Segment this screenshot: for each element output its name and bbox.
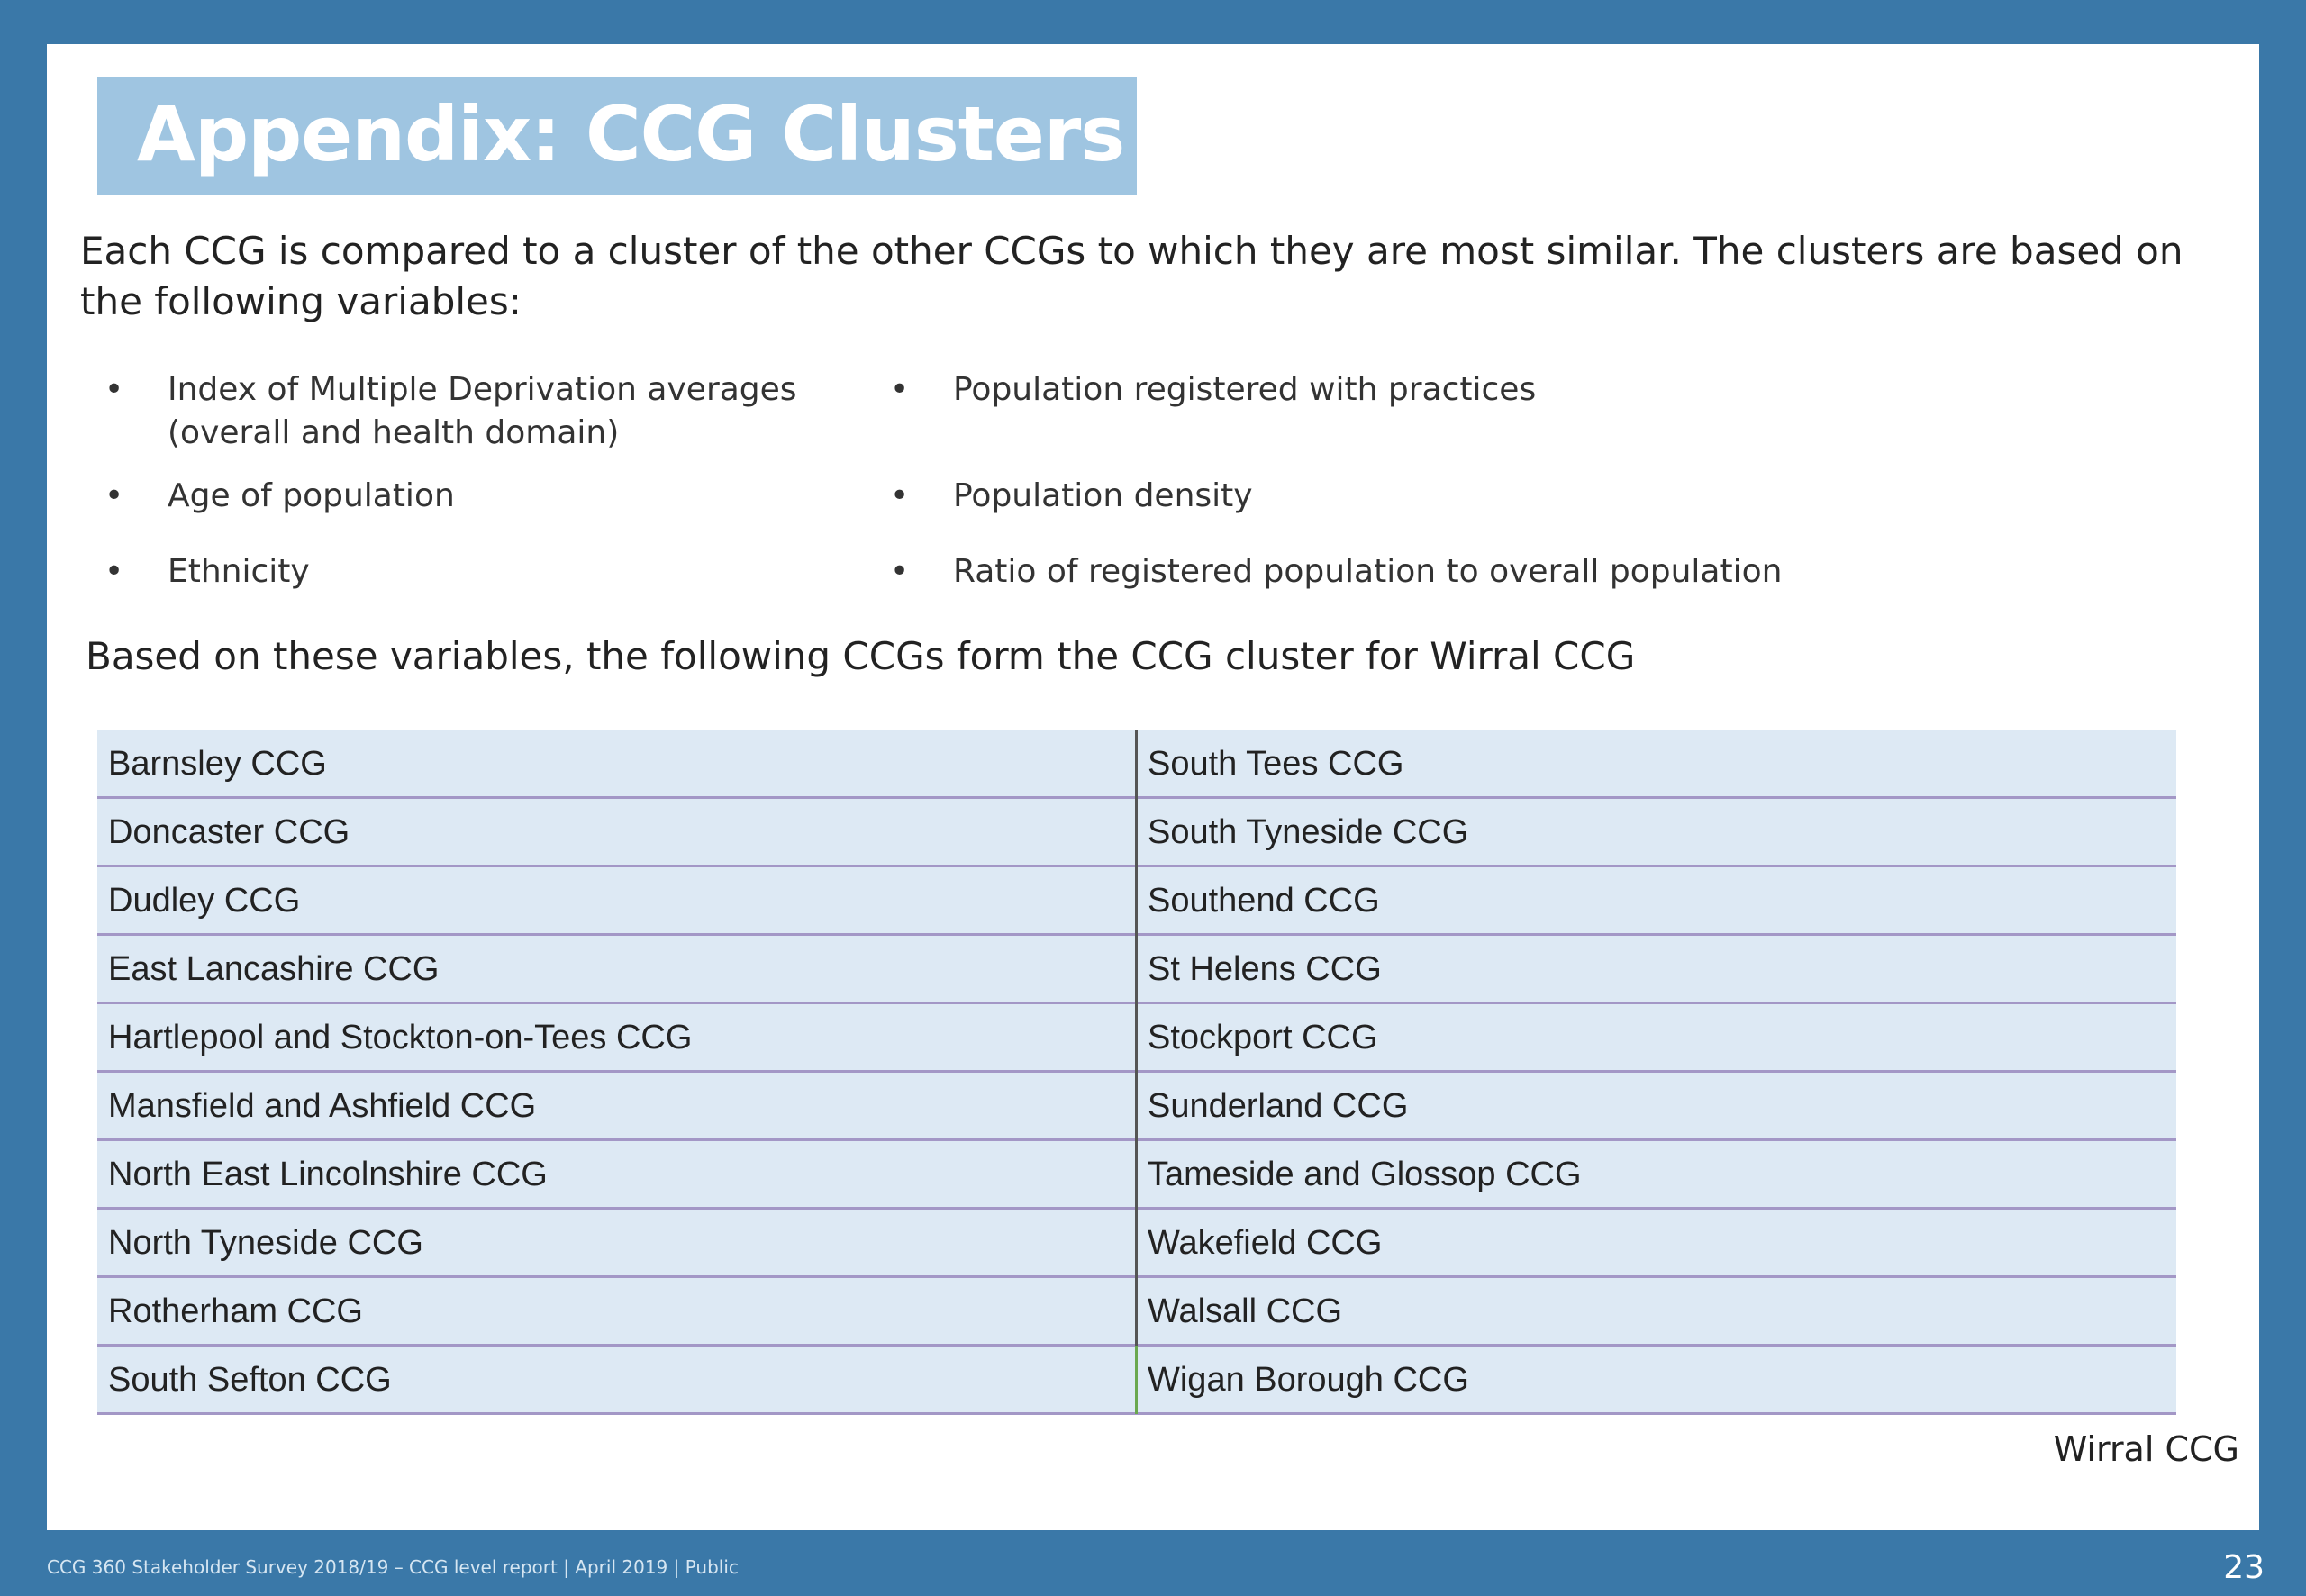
bullet-marker: • [890, 371, 910, 408]
table-cell: Stockport CCG [1148, 1019, 1378, 1056]
cluster-table [97, 730, 2176, 1414]
table-cell: Barnsley CCG [108, 745, 327, 783]
table-cell: South Tees CCG [1148, 745, 1404, 783]
slide-panel [47, 44, 2259, 1530]
page-number: 23 [2223, 1549, 2265, 1586]
bullet-text: Age of population [168, 477, 455, 514]
intro-paragraph: Each CCG is compared to a cluster of the other CCGs to which they are most similar. The clusters are based on the following variables: [80, 229, 2183, 323]
table-cell: Dudley CCG [108, 882, 301, 920]
bullet-text: Index of Multiple Deprivation averages [168, 371, 797, 408]
table-cell: St Helens CCG [1148, 950, 1382, 988]
table-cell: South Sefton CCG [108, 1361, 392, 1399]
bullet-text: Population registered with practices [953, 371, 1537, 408]
column-divider [1135, 730, 1138, 1414]
table-cell: Wigan Borough CCG [1148, 1361, 1469, 1399]
table-cell: Sunderland CCG [1148, 1087, 1409, 1125]
org-name-label: Wirral CCG [2053, 1429, 2239, 1469]
table-cell: Walsall CCG [1148, 1292, 1343, 1330]
table-cell: North Tyneside CCG [108, 1224, 423, 1262]
footer-text: CCG 360 Stakeholder Survey 2018/19 – CCG level report | April 2019 | Public [47, 1556, 739, 1578]
table-cell: South Tyneside CCG [1148, 813, 1469, 851]
table-cell: Rotherham CCG [108, 1292, 363, 1330]
table-cell: Southend CCG [1148, 882, 1380, 920]
table-cell: Mansfield and Ashfield CCG [108, 1087, 537, 1125]
bullet-text: Ratio of registered population to overall population [953, 553, 1783, 590]
bullet-marker: • [890, 477, 910, 514]
bullet-marker: • [104, 477, 124, 514]
table-cell: Tameside and Glossop CCG [1148, 1156, 1582, 1193]
table-cell: East Lancashire CCG [108, 950, 440, 988]
bullet-text: Ethnicity [168, 553, 310, 590]
page-title: Appendix: CCG Clusters [137, 90, 1125, 178]
table-cell: Doncaster CCG [108, 813, 350, 851]
bullet-marker: • [104, 553, 124, 590]
table-cell: Hartlepool and Stockton-on-Tees CCG [108, 1019, 693, 1056]
bullet-marker: • [890, 553, 910, 590]
table-cell: North East Lincolnshire CCG [108, 1156, 548, 1193]
cluster-lead-text: Based on these variables, the following CCGs form the CCG cluster for Wirral CCG [86, 634, 1636, 678]
bullet-text: Population density [953, 477, 1253, 514]
bullet-marker: • [104, 371, 124, 408]
bullet-text: (overall and health domain) [168, 414, 620, 451]
column-divider-accent [1135, 1346, 1138, 1414]
table-cell: Wakefield CCG [1148, 1224, 1383, 1262]
